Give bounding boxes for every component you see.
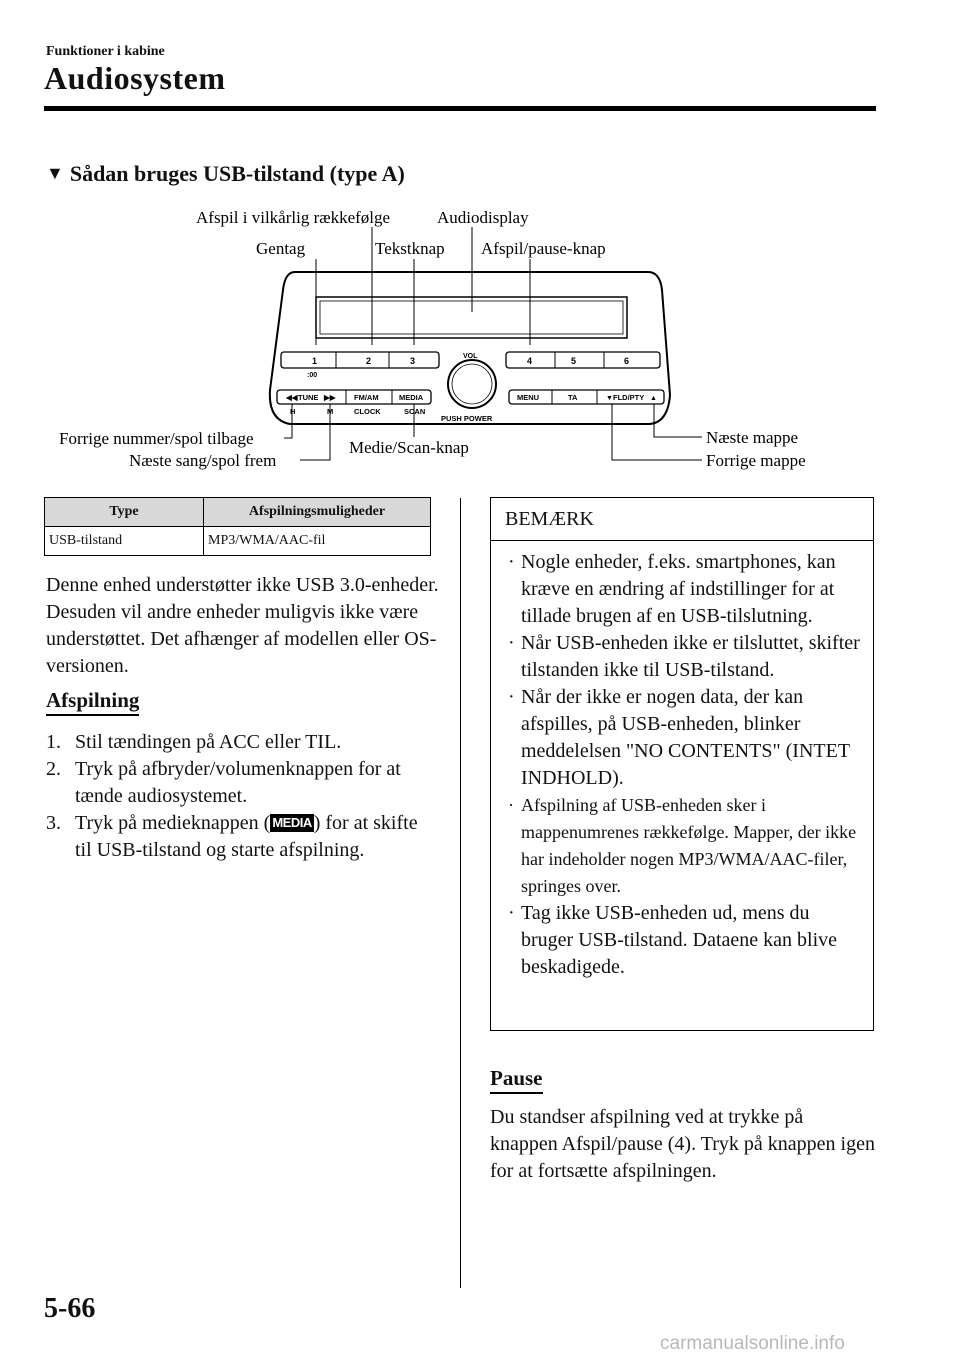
- callout-prev-track: Forrige nummer/spol tilbage: [59, 429, 254, 448]
- step-number: 1.: [46, 731, 61, 753]
- svg-text:6: 6: [624, 356, 630, 366]
- preset-button-row-left: [281, 352, 439, 368]
- callout-shuffle: Afspil i vilkårlig rækkefølge: [196, 208, 391, 227]
- table-row: [45, 527, 431, 556]
- pause-paragraph: Du standser afspilning ved at trykke på knappen Afspil/pause (4). Tryk på knappen igen for at fortsætte afspilningen.: [490, 1106, 875, 1182]
- table-header-type: Type: [45, 498, 204, 527]
- table-header-options: Afspilningsmuligheder: [204, 498, 431, 527]
- svg-text:SCAN: SCAN: [404, 407, 426, 416]
- svg-text:TUNE: TUNE: [298, 393, 319, 402]
- svg-text:3: 3: [410, 356, 416, 366]
- page-number: 5-66: [44, 1293, 96, 1324]
- callout-text-button: Tekstknap: [375, 239, 445, 258]
- callout-next-track: Næste sang/spol frem: [129, 451, 277, 470]
- playback-steps: [46, 729, 438, 864]
- svg-text:CLOCK: CLOCK: [354, 407, 381, 416]
- svg-text:VOL: VOL: [463, 353, 478, 360]
- note-item: · Tag ikke USB-enheden ud, mens du bruger USB-tilstand. Dataene kan blive beskadigede.: [508, 902, 838, 978]
- subsection-title: [46, 161, 405, 187]
- note-title: BEMÆRK: [491, 498, 873, 541]
- svg-text:PUSH POWER: PUSH POWER: [441, 414, 493, 423]
- volume-knob: [448, 360, 496, 408]
- table-header-row: [45, 498, 431, 527]
- svg-text:MEDIA: MEDIA: [399, 393, 424, 402]
- callout-media-scan: Medie/Scan-knap: [349, 438, 469, 457]
- triangle-down-icon: ▼: [46, 163, 64, 183]
- svg-text:FM/AM: FM/AM: [354, 393, 379, 402]
- pause-heading: Pause: [490, 1066, 543, 1094]
- table-cell-type: USB-tilstand: [45, 527, 204, 556]
- note-item: · Når der ikke er nogen data, der kan afspilles, på USB-enheden, blinker meddelelsen "NO CONTENTS" (INTET INDHOLD).: [508, 686, 850, 789]
- playback-heading: Afspilning: [46, 688, 139, 716]
- svg-text:5: 5: [571, 356, 577, 366]
- svg-text:▼: ▼: [606, 395, 613, 402]
- note-item: · Afspilning af USB-enheden sker i mappenumrenes rækkefølge. Mapper, der ikke har indeholder nogen MP3/WMA/AAC-filer, springes over.: [521, 792, 863, 900]
- section-label: Funktioner i kabine: [46, 44, 165, 59]
- note-list: [491, 541, 873, 981]
- table-cell-options: MP3/WMA/AAC-fil: [204, 527, 431, 556]
- callout-repeat: Gentag: [256, 239, 306, 258]
- step-text: Tryk på afbryder/volumenknappen for at tænde audiosystemet.: [75, 758, 401, 807]
- svg-text:▶▶: ▶▶: [324, 393, 336, 402]
- bullet-icon: ·: [508, 632, 515, 654]
- callout-prev-folder: Forrige mappe: [706, 451, 806, 470]
- bullet-icon: ·: [508, 686, 515, 708]
- step-item: [46, 756, 438, 810]
- svg-text:FLD/PTY: FLD/PTY: [613, 393, 645, 402]
- callout-next-folder: Næste mappe: [706, 428, 799, 447]
- media-button-icon: MEDIA: [272, 815, 312, 830]
- note-item: · Nogle enheder, f.eks. smartphones, kan kræve en ændring af indstillinger for at tillade brugen af en USB-tilslutning.: [508, 551, 836, 627]
- step-item: [46, 729, 438, 756]
- step-text: Stil tændingen på ACC eller TIL.: [75, 731, 342, 753]
- svg-text:2: 2: [366, 356, 372, 366]
- svg-text:MENU: MENU: [517, 393, 540, 402]
- column-divider: [460, 498, 461, 1288]
- svg-text:4: 4: [527, 356, 533, 366]
- playback-table: [44, 497, 431, 556]
- bullet-icon: ·: [508, 795, 514, 815]
- svg-text:◀◀: ◀◀: [286, 393, 298, 402]
- step-number: 2.: [46, 758, 61, 780]
- svg-text:H: H: [290, 407, 296, 416]
- step-text-before: Tryk på medieknappen (: [75, 812, 271, 834]
- callout-play-pause: Afspil/pause-knap: [481, 239, 606, 258]
- watermark: carmanualsonline.info: [660, 1333, 845, 1354]
- bullet-icon: ·: [508, 551, 515, 573]
- step-number: 3.: [46, 812, 61, 834]
- step-item: [46, 810, 438, 864]
- step-text-after: ) for at skifte til USB-tilstand og starte afspilning.: [75, 812, 418, 861]
- audio-unit-diagram: [0, 200, 960, 480]
- svg-text:▲: ▲: [650, 395, 657, 402]
- svg-text::00: :00: [307, 372, 318, 379]
- intro-paragraph: Denne enhed understøtter ikke USB 3.0-enheder. Desuden vil andre enheder muligvis ikke være understøttet. Det afhænger af modellen eller OS-versionen.: [46, 574, 439, 677]
- header-rule: [44, 106, 876, 111]
- subsection-title-text: Sådan bruges USB-tilstand (type A): [69, 161, 405, 186]
- svg-text:M: M: [327, 407, 334, 416]
- chapter-title: Audiosystem: [44, 60, 226, 96]
- note-item: · Når USB-enheden ikke er tilsluttet, skifter tilstanden ikke til USB-tilstand.: [508, 632, 860, 681]
- bullet-icon: ·: [508, 902, 515, 924]
- callout-audio-display: Audiodisplay: [437, 208, 529, 227]
- svg-text:TA: TA: [568, 393, 578, 402]
- svg-text:1: 1: [312, 356, 318, 366]
- note-box: [490, 497, 874, 1031]
